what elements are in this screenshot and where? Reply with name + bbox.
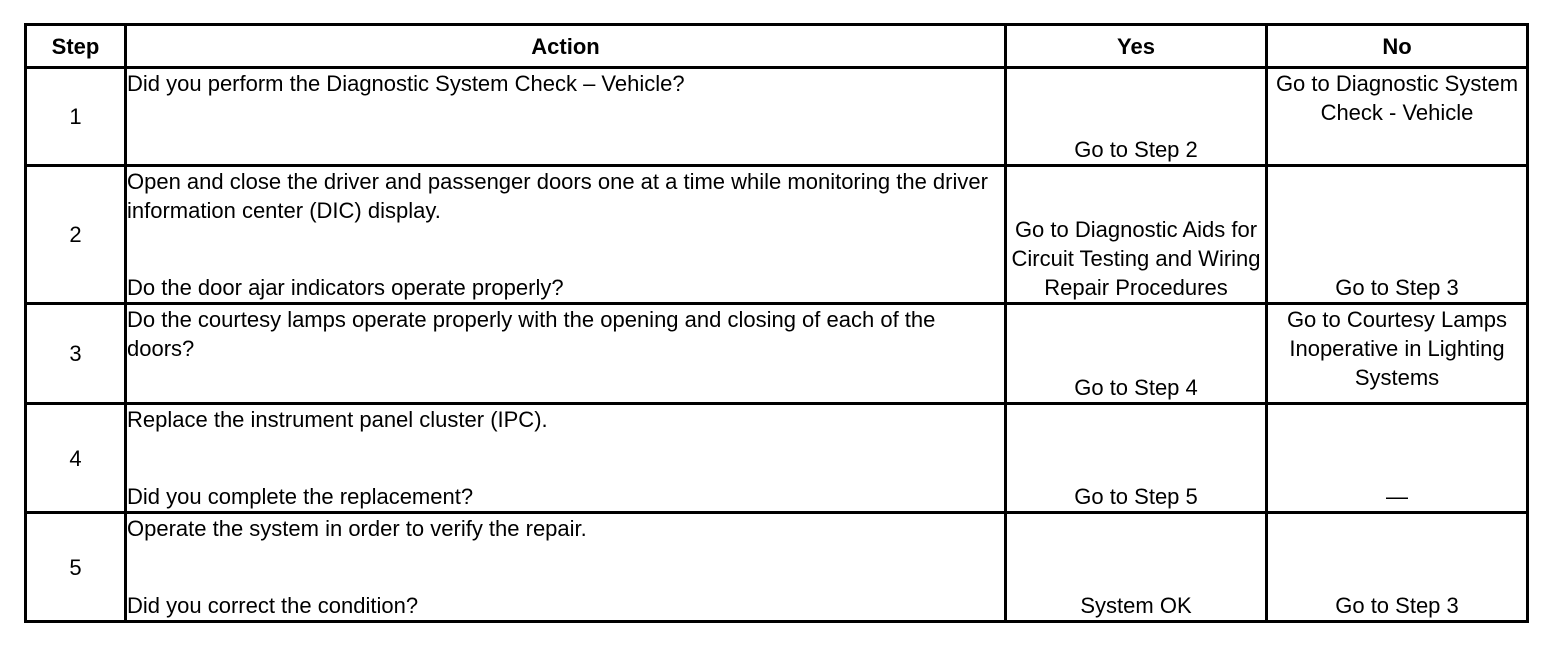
header-row bbox=[26, 25, 1528, 68]
no-cell: Go to Step 3 bbox=[1267, 513, 1528, 622]
table-row bbox=[26, 513, 1528, 622]
action-text: Operate the system in order to verify the repair. bbox=[127, 516, 587, 541]
action-question: Did you complete the replacement? bbox=[127, 484, 474, 509]
table-row bbox=[26, 68, 1528, 166]
header-step: Step bbox=[26, 25, 126, 68]
action-text: Replace the instrument panel cluster (IPC). bbox=[127, 407, 548, 432]
yes-cell: Go to Step 5 bbox=[1006, 404, 1267, 513]
header-action: Action bbox=[126, 25, 1006, 68]
step-number: 1 bbox=[26, 68, 126, 166]
action-cell bbox=[126, 68, 1006, 166]
yes-cell: Go to Diagnostic Aids for Circuit Testing and Wiring Repair Procedures bbox=[1006, 166, 1267, 304]
no-cell: — bbox=[1267, 404, 1528, 513]
step-number: 5 bbox=[26, 513, 126, 622]
no-cell: Go to Step 3 bbox=[1267, 166, 1528, 304]
action-cell bbox=[126, 513, 1006, 622]
step-number: 2 bbox=[26, 166, 126, 304]
step-number: 4 bbox=[26, 404, 126, 513]
yes-cell: Go to Step 4 bbox=[1006, 304, 1267, 404]
action-text: Did you perform the Diagnostic System Check – Vehicle? bbox=[127, 71, 685, 96]
no-cell: Go to Diagnostic System Check - Vehicle bbox=[1267, 68, 1528, 166]
action-text: Do the courtesy lamps operate properly with the opening and closing of each of the doors? bbox=[127, 307, 936, 361]
table-row bbox=[26, 404, 1528, 513]
action-text: Open and close the driver and passenger doors one at a time while monitoring the driver information center (DIC) display. bbox=[127, 169, 988, 223]
table-row bbox=[26, 304, 1528, 404]
header-yes: Yes bbox=[1006, 25, 1267, 68]
action-question: Do the door ajar indicators operate properly? bbox=[127, 275, 564, 300]
action-question: Did you correct the condition? bbox=[127, 593, 419, 618]
header-no: No bbox=[1267, 25, 1528, 68]
yes-cell: System OK bbox=[1006, 513, 1267, 622]
no-cell: Go to Courtesy Lamps Inoperative in Lighting Systems bbox=[1267, 304, 1528, 404]
step-number: 3 bbox=[26, 304, 126, 404]
action-cell bbox=[126, 166, 1006, 304]
diagnostic-table bbox=[24, 23, 1529, 623]
action-cell bbox=[126, 404, 1006, 513]
action-cell bbox=[126, 304, 1006, 404]
table-row bbox=[26, 166, 1528, 304]
yes-cell: Go to Step 2 bbox=[1006, 68, 1267, 166]
